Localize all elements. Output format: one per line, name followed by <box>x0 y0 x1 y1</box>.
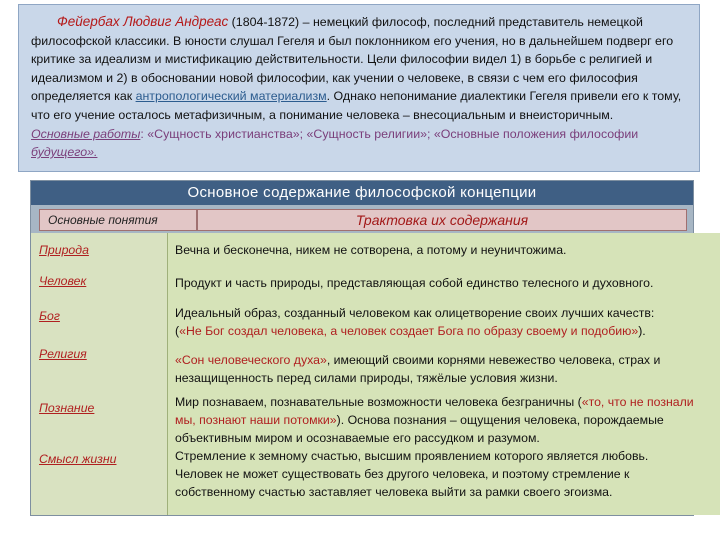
concept-religion: Религия <box>39 347 87 361</box>
intro-paragraph <box>18 4 700 172</box>
desc-god-text: Идеальный образ, созданный человеком как олицетворение своих лучших качеств: <box>175 306 655 320</box>
desc-cognition-text: Мир познаваем, познавательные возможности человека безграничны ( <box>175 395 582 409</box>
works-list: : «Сущность христианства»; «Сущность религии»; «Основные положения философии <box>140 126 639 141</box>
desc-religion <box>175 351 695 387</box>
desc-human <box>175 274 695 292</box>
desc-meaning-of-life <box>175 447 695 501</box>
life-years: (1804-1872) <box>231 15 300 29</box>
concept-god: Бог <box>39 309 60 323</box>
desc-cognition-quote: «то, что не познали мы, познают наши потомки» <box>175 395 694 427</box>
desc-god-tail: ). <box>638 324 646 338</box>
desc-cognition <box>175 393 695 447</box>
desc-god-quote: «Не Бог создал человека, а человек создает Бога по образу своему и подобию» <box>179 324 639 338</box>
desc-god: Идеальный образ, созданный человеком как олицетворение своих лучших качеств: («Не Бог создал человека, а человек создает Бога по образу своему и подобию»). <box>175 306 655 338</box>
concept-meaning-of-life: Смысл жизни <box>39 452 117 466</box>
philosopher-name: Фейербах Людвиг Андреас <box>57 14 229 29</box>
desc-religion-text: , имеющий своими корнями невежество человека, страх и незащищенность перед силами природы, тяжёлые условия жизни. <box>175 353 661 385</box>
desc-cognition-tail: ). Основа познания – ощущения человека, порождаемые объективным миром и осознаваемые его рассудком и разумом. <box>175 413 664 445</box>
concept-table <box>30 180 694 516</box>
anthropological-materialism-link[interactable]: антропологический материализм <box>135 89 327 104</box>
desc-meaning-of-life-text: Стремление к земному счастью, высшим проявлением которого является любовь. Человек не может существовать без другого человека, и поэтому стремление к собственному счастью заставляет человека выйти за рамки своего эгоизма. <box>175 449 649 499</box>
bio-text-end: . Однако непонимание диалектики Гегеля привели его к тому, что его учение осталось метафизичным, а понимание человека – внесоциальным и внеисторичным. <box>31 89 682 122</box>
concept-nature: Природа <box>39 243 89 257</box>
desc-religion-quote: «Сон человеческого духа» <box>175 353 327 367</box>
works-list-cut: будущего». <box>31 145 98 160</box>
column-header-interpretation: Трактовка их содержания <box>197 209 687 231</box>
desc-nature-text: Вечна и бесконечна, никем не сотворена, а потому и неуничтожима. <box>175 243 567 257</box>
concept-human: Человек <box>39 274 87 288</box>
concept-cognition: Познание <box>39 401 95 415</box>
dash: – <box>299 15 313 29</box>
bio-text: немецкий философ, последний представитель немецкой философской классики. В юности слушал Гегеля и был поклонником его учения, но в дальнейшем подверг его критике за идеализм и мистификацию действительности. Цели философии видел 1) в борьбе с религией и идеализмом и 2) в обосновании новой философии, как учении о человеке, в связи с чем его философия определяется как <box>31 15 674 104</box>
desc-human-text: Продукт и часть природы, представляющая собой единство телесного и духовного. <box>175 276 654 290</box>
works-label: Основные работы <box>31 126 141 141</box>
column-header-concepts: Основные понятия <box>39 209 197 231</box>
table-header: Основное содержание философской концепции <box>31 181 693 205</box>
desc-nature <box>175 241 695 259</box>
